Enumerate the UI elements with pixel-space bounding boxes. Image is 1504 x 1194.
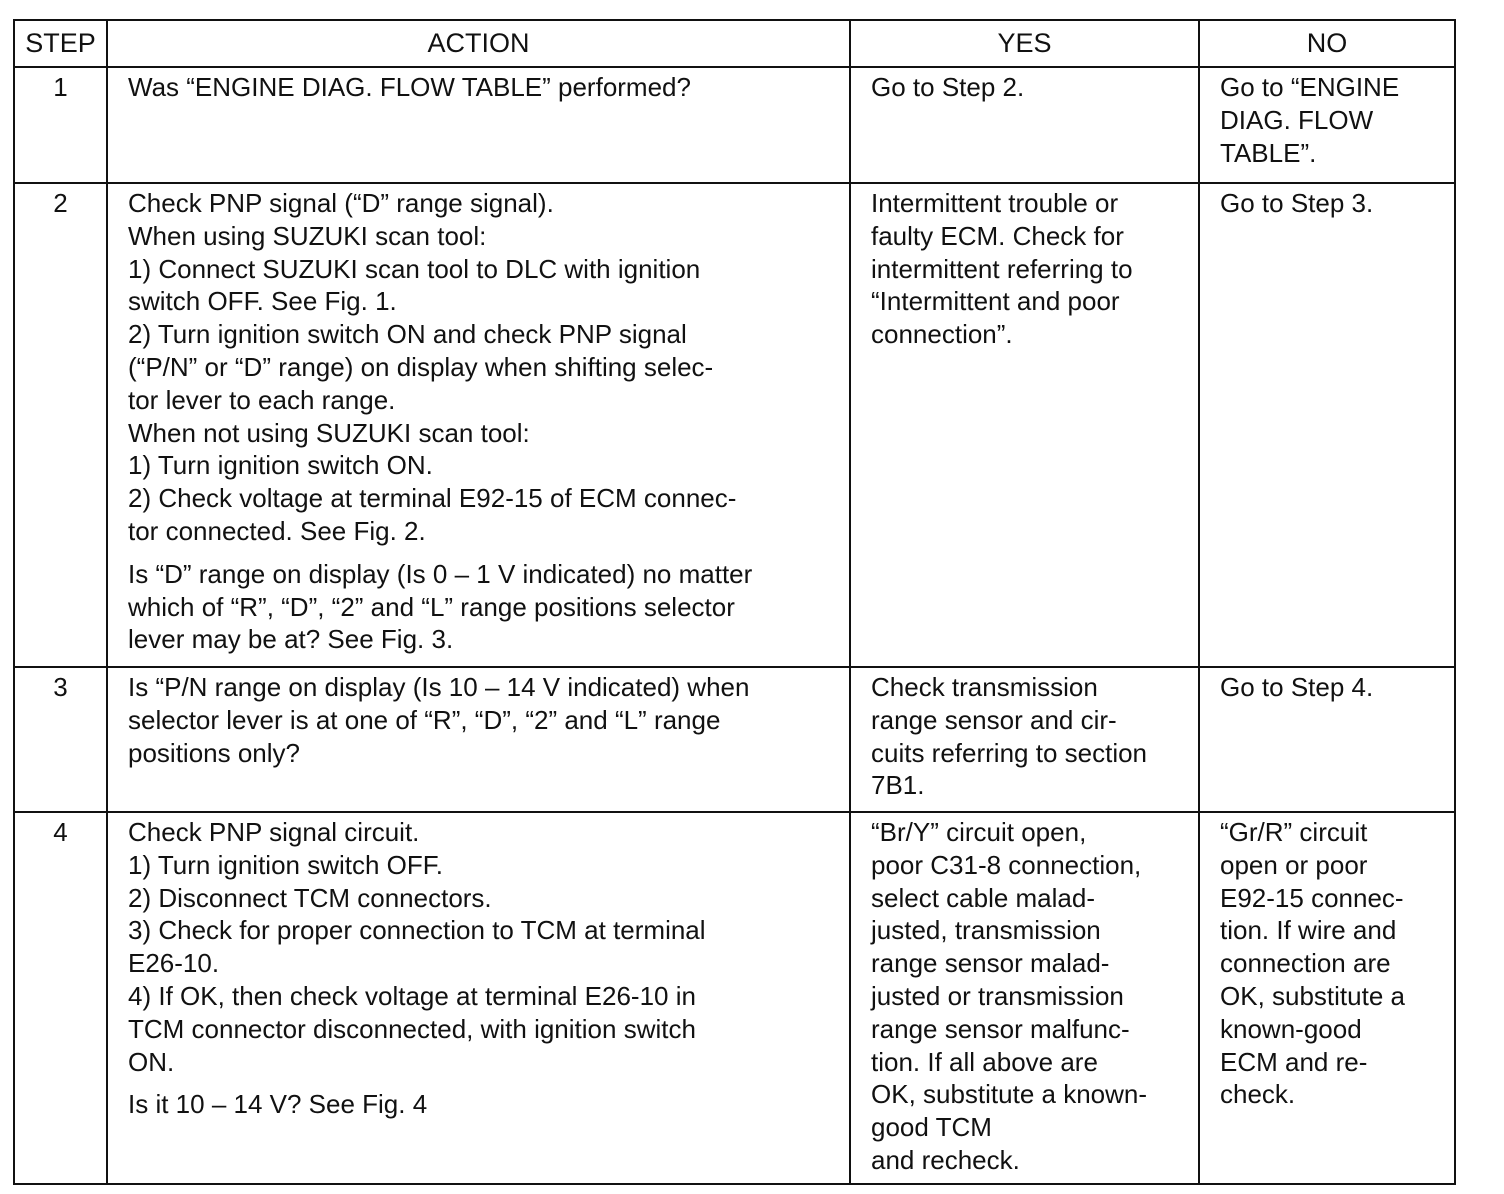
action-line: ON. — [128, 1046, 175, 1077]
header-no: NO — [1199, 20, 1455, 67]
action-line: Check PNP signal circuit. — [128, 817, 420, 847]
header-action: ACTION — [107, 20, 850, 67]
yes-cell — [850, 667, 1199, 812]
action-cell — [107, 667, 850, 812]
yes-line: range sensor and cir- — [871, 704, 1117, 735]
yes-line: faulty ECM. Check for — [871, 220, 1124, 251]
step-number: 4 — [14, 812, 107, 1184]
step-number: 3 — [14, 667, 107, 812]
no-line: check. — [1220, 1079, 1296, 1110]
action-cell — [107, 67, 850, 183]
yes-cell — [850, 183, 1199, 667]
action-line: Is “P/N range on display (Is 10 – 14 V indicated) when — [128, 672, 750, 702]
yes-line: select cable malad- — [871, 882, 1095, 913]
action-step-item — [128, 980, 839, 1078]
action-question: Is it 10 – 14 V? See Fig. 4 — [128, 1089, 428, 1120]
no-line: “Gr/R” circuit — [1220, 817, 1368, 847]
yes-cell — [850, 67, 1199, 183]
action-step-item — [128, 318, 839, 416]
action-line: 1) Connect SUZUKI scan tool to DLC with ignition — [128, 253, 701, 284]
action-cell — [107, 812, 850, 1184]
action-line: TCM connector disconnected, with ignition switch — [128, 1013, 696, 1044]
no-line: tion. If wire and — [1220, 915, 1397, 946]
no-line: Go to Step 3. — [1220, 188, 1374, 218]
yes-line: “Intermittent and poor — [871, 286, 1120, 317]
yes-line: and recheck. — [871, 1144, 1020, 1175]
action-line: tor lever to each range. — [128, 384, 396, 415]
no-line: DIAG. FLOW — [1220, 104, 1374, 135]
yes-cell — [850, 812, 1199, 1184]
yes-line: OK, substitute a known- — [871, 1079, 1148, 1110]
action-question: lever may be at? See Fig. 3. — [128, 624, 454, 655]
action-line: When not using SUZUKI scan tool: — [128, 417, 530, 448]
yes-line: connection”. — [871, 319, 1013, 350]
action-line: positions only? — [128, 737, 300, 768]
yes-line: justed, transmission — [871, 915, 1101, 946]
no-cell — [1199, 183, 1455, 667]
yes-line: Check transmission — [871, 672, 1098, 702]
yes-line: justed or transmission — [871, 980, 1124, 1011]
action-line: 1) Turn ignition switch OFF. — [128, 849, 443, 880]
action-step-item — [128, 914, 839, 980]
yes-line: 7B1. — [871, 770, 925, 801]
yes-line: Intermittent trouble or — [871, 188, 1119, 218]
action-cell — [107, 183, 850, 667]
spacer — [128, 1078, 839, 1088]
yes-line: tion. If all above are — [871, 1046, 1098, 1077]
action-step-item — [128, 482, 839, 548]
action-line: 3) Check for proper connection to TCM at terminal — [128, 915, 706, 946]
step-number: 1 — [14, 67, 107, 183]
table-row — [14, 67, 1455, 183]
yes-line: intermittent referring to — [871, 253, 1133, 284]
header-step: STEP — [14, 20, 107, 67]
yes-line: range sensor malad- — [871, 948, 1110, 979]
action-line: E26-10. — [128, 948, 220, 979]
yes-line: Go to Step 2. — [871, 72, 1025, 102]
action-line: Check PNP signal (“D” range signal). — [128, 188, 554, 218]
action-question: which of “R”, “D”, “2” and “L” range positions selector — [128, 591, 735, 622]
table-row — [14, 667, 1455, 812]
action-step-item — [128, 253, 839, 319]
yes-line: range sensor malfunc- — [871, 1013, 1130, 1044]
action-line: 1) Turn ignition switch ON. — [128, 450, 433, 481]
yes-line: “Br/Y” circuit open, — [871, 817, 1087, 847]
action-step-item — [128, 449, 839, 482]
no-line: ECM and re- — [1220, 1046, 1368, 1077]
no-line: OK, substitute a — [1220, 980, 1405, 1011]
spacer — [128, 548, 839, 558]
action-line: Was “ENGINE DIAG. FLOW TABLE” performed? — [128, 72, 691, 102]
header-yes: YES — [850, 20, 1199, 67]
action-step-item — [128, 849, 839, 882]
action-line: 2) Turn ignition switch ON and check PNP signal — [128, 319, 687, 350]
no-line: TABLE”. — [1220, 137, 1317, 168]
action-line: 2) Check voltage at terminal E92-15 of ECM connec- — [128, 483, 737, 514]
no-cell — [1199, 667, 1455, 812]
no-line: known-good — [1220, 1013, 1362, 1044]
table-row — [14, 183, 1455, 667]
no-line: Go to Step 4. — [1220, 672, 1374, 702]
no-cell — [1199, 812, 1455, 1184]
action-line: When using SUZUKI scan tool: — [128, 220, 487, 251]
action-question: Is “D” range on display (Is 0 – 1 V indicated) no matter — [128, 558, 753, 589]
yes-line: good TCM — [871, 1112, 992, 1143]
no-line: open or poor — [1220, 849, 1368, 880]
action-step-item — [128, 882, 839, 915]
yes-line: poor C31-8 connection, — [871, 849, 1142, 880]
no-cell — [1199, 67, 1455, 183]
no-line: E92-15 connec- — [1220, 882, 1404, 913]
no-line: connection are — [1220, 948, 1391, 979]
action-line: (“P/N” or “D” range) on display when shifting selec- — [128, 351, 714, 382]
no-line: Go to “ENGINE — [1220, 72, 1400, 102]
action-line: 4) If OK, then check voltage at terminal E26-10 in — [128, 980, 696, 1011]
table-row — [14, 812, 1455, 1184]
action-line: 2) Disconnect TCM connectors. — [128, 882, 492, 913]
yes-line: cuits referring to section — [871, 737, 1148, 768]
action-line: selector lever is at one of “R”, “D”, “2” and “L” range — [128, 704, 721, 735]
action-line: switch OFF. See Fig. 1. — [128, 286, 397, 317]
action-line: tor connected. See Fig. 2. — [128, 515, 426, 546]
diagnostic-flow-table — [13, 19, 1456, 1185]
header-row — [14, 20, 1455, 67]
step-number: 2 — [14, 183, 107, 667]
